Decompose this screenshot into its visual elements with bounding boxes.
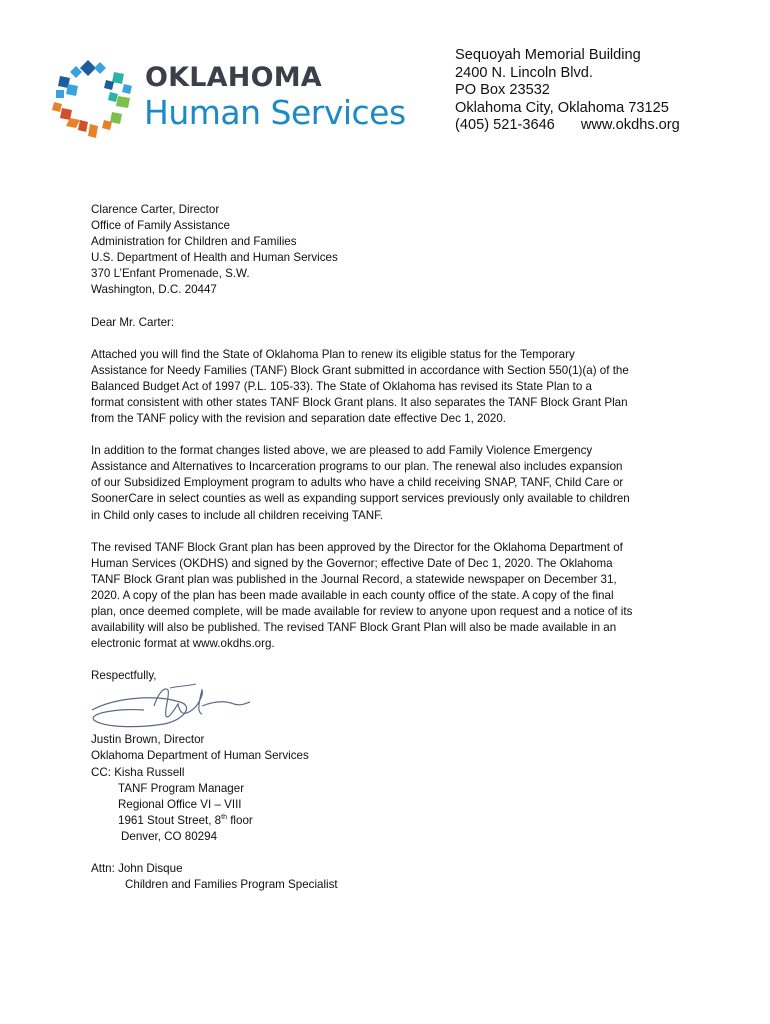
attn-label: Attn: John Disque [91, 862, 183, 875]
recipient-line: Clarence Carter, Director [91, 203, 220, 216]
paragraph-line: Balanced Budget Act of 1997 (P.L. 105-33). The State of Oklahoma has revised its State Plan to a [91, 379, 592, 393]
paragraph-line: electronic format at www.okdhs.org. [91, 637, 275, 651]
logo-org-name-line1: OKLAHOMA [145, 62, 322, 93]
sender-name: Justin Brown, Director [91, 733, 205, 747]
cc-street-sup: th [221, 813, 227, 821]
paragraph-line: Assistance for Needy Families (TANF) Block Grant submitted in accordance with Section 550(1)(a) of the [91, 363, 629, 377]
cc-city: Denver, CO 80294 [121, 829, 218, 843]
paragraph-line: The revised TANF Block Grant plan has been approved by the Director for the Oklahoma Department of [91, 540, 623, 554]
paragraph-line: 2020. A copy of the plan has been made available in each county office of the state. A copy of the final [91, 588, 614, 602]
paragraph-line: plan, once deemed complete, will be made available for review to anyone upon request and a notice of its [91, 604, 633, 618]
paragraph-line: in Child only cases to include all children receiving TANF. [91, 508, 384, 522]
paragraph-line: from the TANF policy with the revision and separation date effective Dec 1, 2020. [91, 412, 507, 426]
sender-block [91, 732, 691, 764]
cc-office: Regional Office VI – VIII [118, 797, 242, 811]
paragraph-line: Assistance and Alternatives to Incarceration programs to our plan. The renewal also includes expansion [91, 460, 623, 474]
paragraph-2 [91, 443, 691, 523]
address-street: 2400 N. Lincoln Blvd. [455, 64, 593, 81]
paragraph-line: Human Services (OKDHS) and signed by the Governor; effective Date of Dec 1, 2020. The Oklahoma [91, 556, 613, 570]
cc-title: TANF Program Manager [118, 781, 245, 795]
recipient-line: Administration for Children and Families [91, 235, 297, 249]
ok-human-services-logo [52, 58, 442, 142]
paragraph-line: In addition to the format changes listed above, we are pleased to add Family Violence Emergency [91, 444, 593, 458]
recipient-line: U.S. Department of Health and Human Services [91, 251, 338, 265]
paragraph-line: of our Subsidized Employment program to adults who have a child receiving SNAP, TANF, Child Care or [91, 476, 624, 490]
paragraph-3 [91, 540, 691, 653]
paragraph-line: Attached you will find the State of Oklahoma Plan to renew its eligible status for the Temporary [91, 347, 575, 361]
handwritten-signature [84, 680, 254, 734]
paragraph-line: TANF Block Grant plan was published in the Journal Record, a statewide newspaper on December 31, [91, 572, 617, 586]
address-city-state-zip: Oklahoma City, Oklahoma 73125 [455, 99, 669, 116]
cc-street [91, 813, 691, 829]
recipient-line: Washington, D.C. 20447 [91, 283, 217, 297]
address-contact-line [455, 117, 680, 135]
cc-street-post: floor [226, 813, 253, 827]
address-phone: (405) 521-3646 [455, 117, 555, 134]
cc-block [91, 765, 691, 845]
cc-label: CC: Kisha Russell [91, 765, 185, 779]
letter-body [91, 202, 691, 893]
recipient-line: 370 L’Enfant Promenade, S.W. [91, 267, 250, 281]
address-website: www.okdhs.org [580, 117, 680, 134]
salutation: Dear Mr. Carter: [91, 315, 175, 329]
paragraph-line: availability will also be published. The revised TANF Block Grant Plan will also be made available in an [91, 621, 617, 635]
paragraph-line: SoonerCare in select counties as well as expanding support services previously only available to children [91, 492, 630, 506]
star-burst-logo-icon [52, 58, 136, 142]
sender-org: Oklahoma Department of Human Services [91, 749, 309, 763]
paragraph-line: format consistent with other states TANF Block Grant plans. It also separates the TANF Block Grant Plan [91, 395, 628, 409]
attn-block [91, 861, 691, 893]
logo-org-name-line2: Human Services [144, 93, 406, 132]
address-po-box: PO Box 23532 [455, 82, 550, 99]
recipient-block [91, 202, 691, 299]
cc-street-text: 1961 Stout Street, 8 [118, 813, 222, 827]
recipient-line: Office of Family Assistance [91, 219, 230, 233]
address-building: Sequoyah Memorial Building [455, 47, 641, 63]
paragraph-1 [91, 347, 691, 427]
attn-title: Children and Families Program Specialist [125, 878, 338, 892]
letterhead-address [455, 47, 680, 135]
closing: Respectfully, [91, 669, 157, 683]
